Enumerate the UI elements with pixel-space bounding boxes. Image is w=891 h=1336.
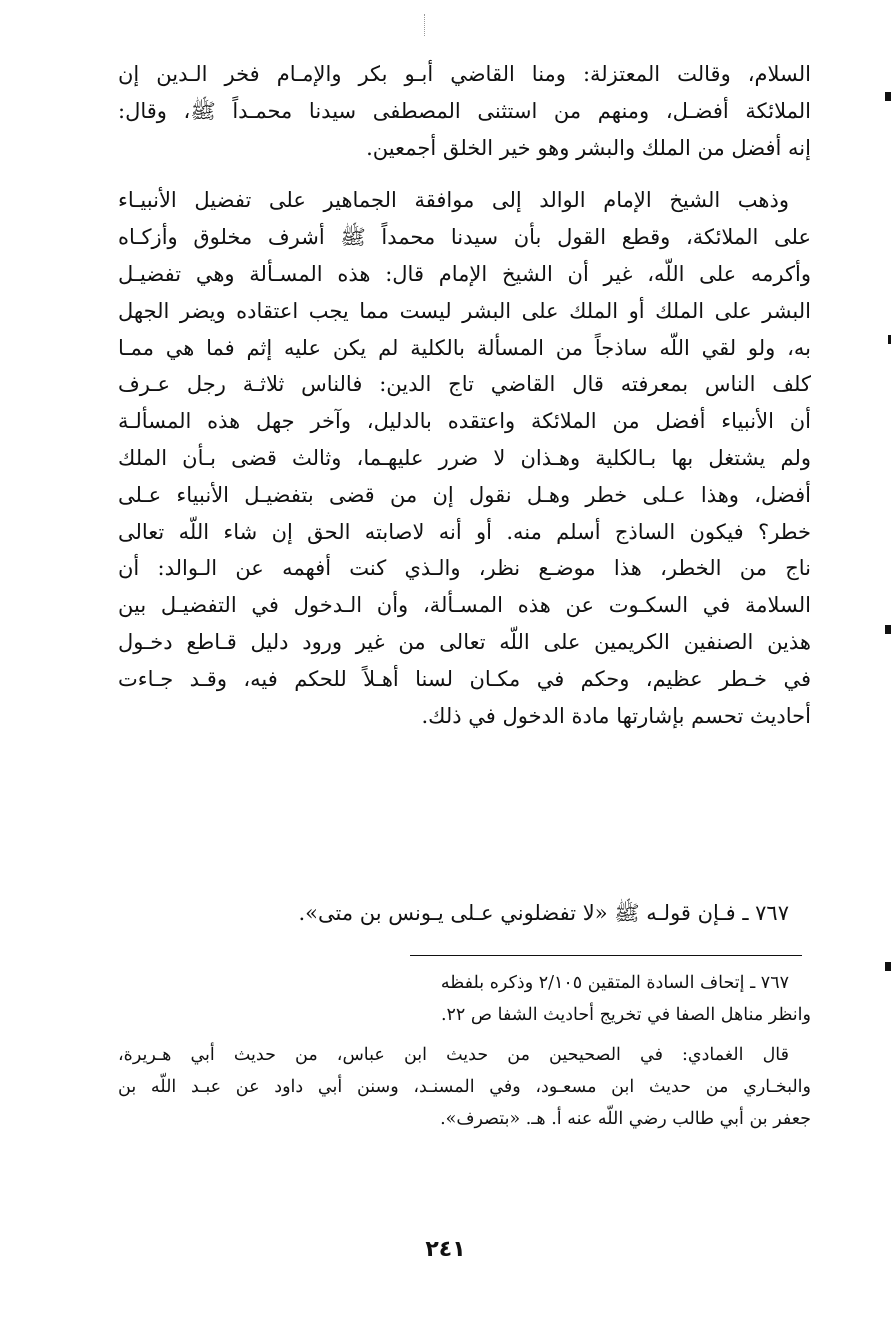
text-line: السلامة في السكـوت عن هذه المسـألة، وأن الـدخول في التفضيـل بين (118, 593, 811, 618)
text-line: وأكرمه على اللّه، غير أن الشيخ الإمام قال: هذه المسـألة وهي تفضيـل (118, 261, 811, 286)
footnote (118, 1039, 811, 1135)
text-line: أحاديث تحسم بإشارتها مادة الدخول في ذلك. (421, 703, 811, 728)
text-line: ناج من الخطر، هذا موضـع نظر، والـذي كنت أفهمه عن الـوالد: أن (118, 556, 811, 581)
text-line: إنه أفضل من الملك والبشر وهو خير الخلق أجمعين. (366, 135, 811, 160)
text-line: البشر على الملك أو الملك على البشر ليست مما يجب اعتقاده ويضر الجهل (118, 298, 811, 323)
footnote-line: جعفر بن أبي طالب رضي اللّه عنه أ. هـ. «بتصرف». (440, 1109, 811, 1129)
text-line: على الملائكة، وقطع القول بأن سيدنا محمداً ﷺ أشرف مخلوق وأزكـاه (118, 225, 811, 250)
margin-mark (885, 625, 891, 634)
hadith-text: ٧٦٧ ـ فـإن قولـه ﷺ «لا تفضلوني عـلى يـونس بن متى». (298, 901, 789, 925)
page-number: ٢٤١ (425, 1237, 466, 1262)
text-line: السلام، وقالت المعتزلة: ومنا القاضي أبـو بكر والإمـام فخر الـدين إن (118, 62, 811, 86)
margin-mark (885, 92, 891, 101)
text-line: الملائكة أفضـل، ومنهم من استثنى المصطفى سيدنا محمـداً ﷺ، وقال: (118, 98, 811, 123)
footnote (118, 967, 811, 1031)
text-line: أن الأنبياء أفضل من الملائكة واعتقده بالدليل، وآخر جهل هذه المسألـة (118, 409, 811, 434)
text-line: وذهب الشيخ الإمام الوالد إلى موافقة الجماهير على تفضيل الأنبيـاء (118, 188, 789, 213)
footnote-separator (410, 955, 802, 956)
text-line: ولم يشتغل بها بـالكلية وهـذان لا ضرر عليهـما، وثالث قضى بـأن الملك (118, 445, 811, 470)
text-line: أفضل، وهذا عـلى خطر وهـل نقول إن من قضى بتفضيـل الأنبياء عـلى (118, 482, 811, 507)
footnote-line: والبخـاري من حديث ابن مسعـود، وفي المسنـد، وسنن أبي داود عن عبـد اللّه بن (118, 1077, 811, 1097)
text-line: في خـطر عظيم، وحكم في مكـان لسنا أهـلاً للحكم فيه، وقـد جـاءت (118, 666, 812, 691)
footnote-line: وانظر مناهل الصفا في تخريج أحاديث الشفا ص ٢٢. (440, 1005, 811, 1025)
footnote-line: ٧٦٧ ـ إتحاف السادة المتقين ٢/١٠٥ وذكره بلفظه (440, 973, 789, 993)
margin-mark (885, 962, 891, 971)
paragraph (118, 56, 811, 166)
scan-mark (424, 14, 427, 36)
main-text (118, 56, 811, 734)
hadith-item (118, 895, 811, 932)
text-line: هذين الصنفين الكريمين على اللّه تعالى من غير ورود دليل قـاطع دخـول (118, 629, 811, 654)
text-line: كلف الناس بمعرفته قال القاضي تاج الدين: فالناس ثلاثـة رجل عـرف (118, 372, 811, 397)
text-line: به، ولو لقي اللّه ساذجاً من المسألة بالكلية لم يكن عليه إثم فما هي ممـا (118, 335, 811, 360)
footnote-line: قال الغمادي: في الصحيحين من حديث ابن عباس، من حديث أبي هـريرة، (118, 1045, 789, 1065)
footnotes (118, 967, 811, 1135)
text-line: خطر؟ فيكون الساذج أسلم منه. أو أنه لاصابته الحق إن شاء اللّه تعالى (118, 519, 811, 544)
paragraph (118, 182, 811, 734)
